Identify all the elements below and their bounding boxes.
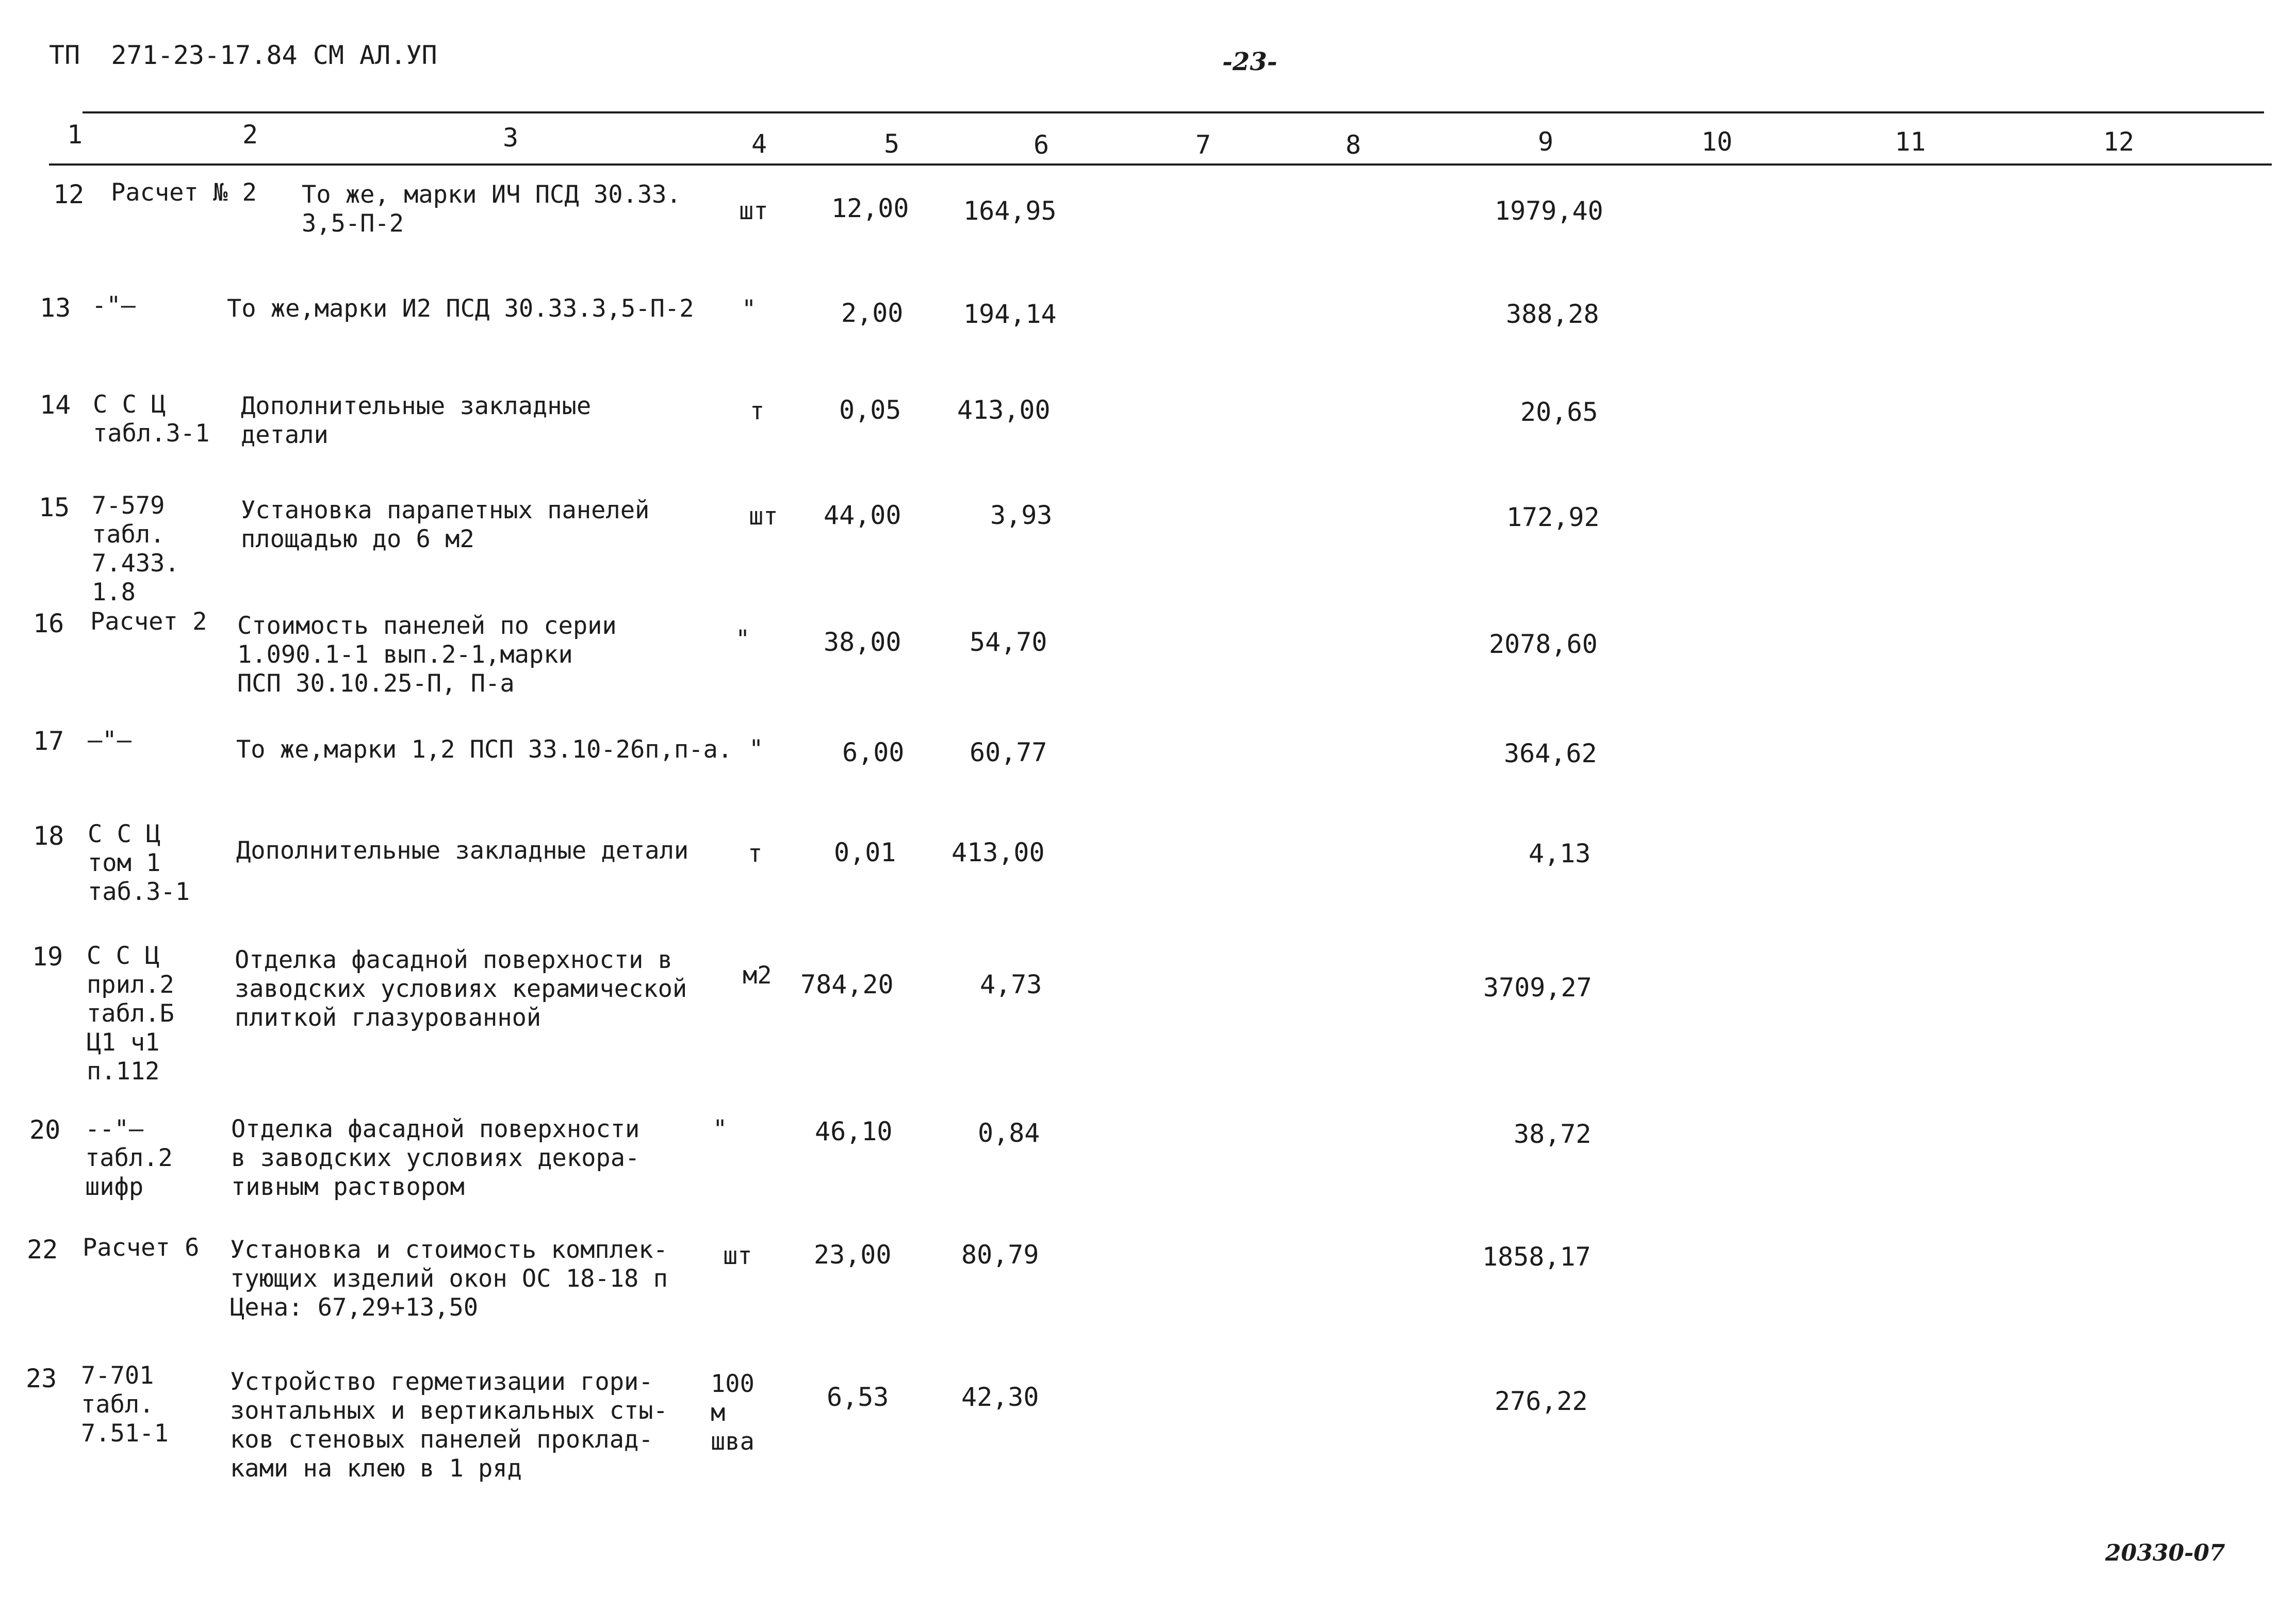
- table-header-rule: [49, 163, 2272, 166]
- row-unit: 100 м шва: [711, 1370, 755, 1456]
- row-total: 38,72: [1514, 1119, 1592, 1149]
- row-quantity: 12,00: [831, 193, 909, 223]
- page-number: -23-: [1222, 47, 1277, 76]
- row-unit: ": [749, 735, 764, 763]
- row-total: 2078,60: [1489, 629, 1598, 659]
- row-reference: 7-701 табл. 7.51-1: [81, 1361, 169, 1448]
- row-quantity: 0,05: [839, 395, 901, 425]
- row-total: 3709,27: [1483, 973, 1592, 1003]
- row-total: 4,13: [1529, 839, 1591, 868]
- row-quantity: 38,00: [824, 627, 901, 657]
- row-reference: —"—: [88, 726, 132, 754]
- row-unit: м2: [743, 961, 772, 990]
- row-unit: т: [750, 397, 765, 425]
- row-number: 23: [26, 1364, 57, 1393]
- col-number-12: 12: [2103, 127, 2135, 157]
- row-total: 1858,17: [1482, 1242, 1591, 1272]
- col-number-10: 10: [1701, 127, 1733, 157]
- col-number-7: 7: [1195, 130, 1211, 160]
- row-number: 22: [27, 1235, 58, 1265]
- row-quantity: 23,00: [814, 1240, 892, 1270]
- table-top-rule: [83, 111, 2264, 113]
- row-quantity: 784,20: [800, 970, 894, 999]
- row-unit: шт: [749, 502, 778, 531]
- row-unit: шт: [723, 1242, 752, 1270]
- row-price: 413,00: [952, 838, 1045, 867]
- row-quantity: 6,00: [842, 737, 905, 767]
- row-description: То же, марки ИЧ ПСД 30.33. 3,5-П-2: [302, 181, 681, 238]
- row-quantity: 44,00: [824, 500, 901, 530]
- row-price: 194,14: [963, 299, 1057, 329]
- row-description: Устройство герметизации гори- зонтальных и вертикальных сты- ков стеновых панелей проклад- ками на клею в 1 ряд: [230, 1368, 668, 1483]
- row-description: Установка и стоимость комплек- тующих изделий окон ОС 18-18 п Цена: 67,29+13,50: [230, 1236, 668, 1322]
- row-unit: ": [713, 1115, 728, 1143]
- row-number: 18: [33, 821, 64, 851]
- row-price: 0,84: [978, 1118, 1040, 1148]
- col-number-11: 11: [1895, 127, 1926, 157]
- row-quantity: 6,53: [827, 1382, 889, 1412]
- row-unit: ": [735, 625, 750, 653]
- col-number-2: 2: [242, 120, 258, 150]
- row-unit: шт: [739, 197, 768, 225]
- row-quantity: 46,10: [815, 1117, 893, 1146]
- row-total: 276,22: [1495, 1386, 1588, 1416]
- archive-stamp: 20330-07: [2105, 1540, 2225, 1566]
- row-number: 20: [29, 1115, 61, 1145]
- row-number: 13: [40, 293, 71, 323]
- row-total: 1979,40: [1495, 196, 1603, 226]
- document-code: ТП 271-23-17.84 СМ АЛ.УП: [49, 40, 437, 70]
- col-number-6: 6: [1034, 130, 1049, 160]
- row-price: 4,73: [980, 970, 1042, 999]
- row-reference: С С Ц том 1 таб.3-1: [88, 820, 190, 906]
- row-total: 20,65: [1520, 397, 1598, 427]
- row-number: 17: [33, 726, 64, 756]
- col-number-4: 4: [751, 129, 767, 159]
- row-description: Установка парапетных панелей площадью до 6 м2: [241, 496, 650, 553]
- row-number: 14: [40, 390, 71, 420]
- row-reference: 7-579 табл. 7.433. 1.8: [92, 491, 179, 606]
- row-reference: Расчет 6: [83, 1234, 200, 1262]
- row-description: Дополнительные закладные детали: [241, 392, 592, 449]
- row-number: 19: [32, 942, 63, 972]
- row-description: Отделка фасадной поверхности в заводских условиях керамической плиткой глазурованной: [235, 946, 687, 1032]
- row-price: 413,00: [957, 395, 1051, 425]
- row-reference: -"—: [92, 291, 136, 320]
- row-description: Стоимость панелей по серии 1.090.1-1 вып.2-1,марки ПСП 30.10.25-П, П-а: [237, 612, 617, 698]
- row-price: 60,77: [970, 737, 1047, 767]
- row-price: 3,93: [990, 500, 1053, 530]
- col-number-1: 1: [67, 120, 83, 150]
- col-number-8: 8: [1346, 130, 1362, 160]
- row-reference: Расчет № 2: [111, 178, 257, 207]
- row-price: 54,70: [970, 627, 1047, 657]
- row-reference: С С Ц прил.2 табл.Б Ц1 ч1 п.112: [87, 942, 174, 1086]
- row-price: 164,95: [963, 196, 1057, 226]
- row-quantity: 0,01: [834, 838, 896, 867]
- col-number-3: 3: [503, 123, 519, 153]
- row-number: 16: [33, 609, 64, 638]
- col-number-9: 9: [1538, 127, 1554, 157]
- row-number: 15: [39, 493, 70, 522]
- row-description: То же,марки 1,2 ПСП 33.10-26п,п-а.: [236, 735, 733, 764]
- row-total: 364,62: [1504, 739, 1597, 768]
- row-description: Дополнительные закладные детали: [236, 836, 689, 865]
- row-price: 80,79: [961, 1240, 1039, 1270]
- row-description: То же,марки И2 ПСД 30.33.3,5-П-2: [227, 294, 694, 323]
- row-reference: С С Ц табл.3-1: [93, 390, 210, 448]
- row-total: 388,28: [1506, 299, 1599, 329]
- row-unit: т: [748, 840, 763, 868]
- row-number: 12: [53, 179, 85, 209]
- col-number-5: 5: [884, 129, 900, 159]
- row-quantity: 2,00: [841, 298, 904, 328]
- row-reference: Расчет 2: [90, 608, 207, 636]
- row-total: 172,92: [1506, 502, 1600, 532]
- row-reference: --"— табл.2 шифр: [85, 1115, 173, 1201]
- row-price: 42,30: [961, 1382, 1039, 1412]
- row-unit: ": [742, 295, 757, 323]
- row-description: Отделка фасадной поверхности в заводских условиях декора- тивным раствором: [231, 1115, 640, 1201]
